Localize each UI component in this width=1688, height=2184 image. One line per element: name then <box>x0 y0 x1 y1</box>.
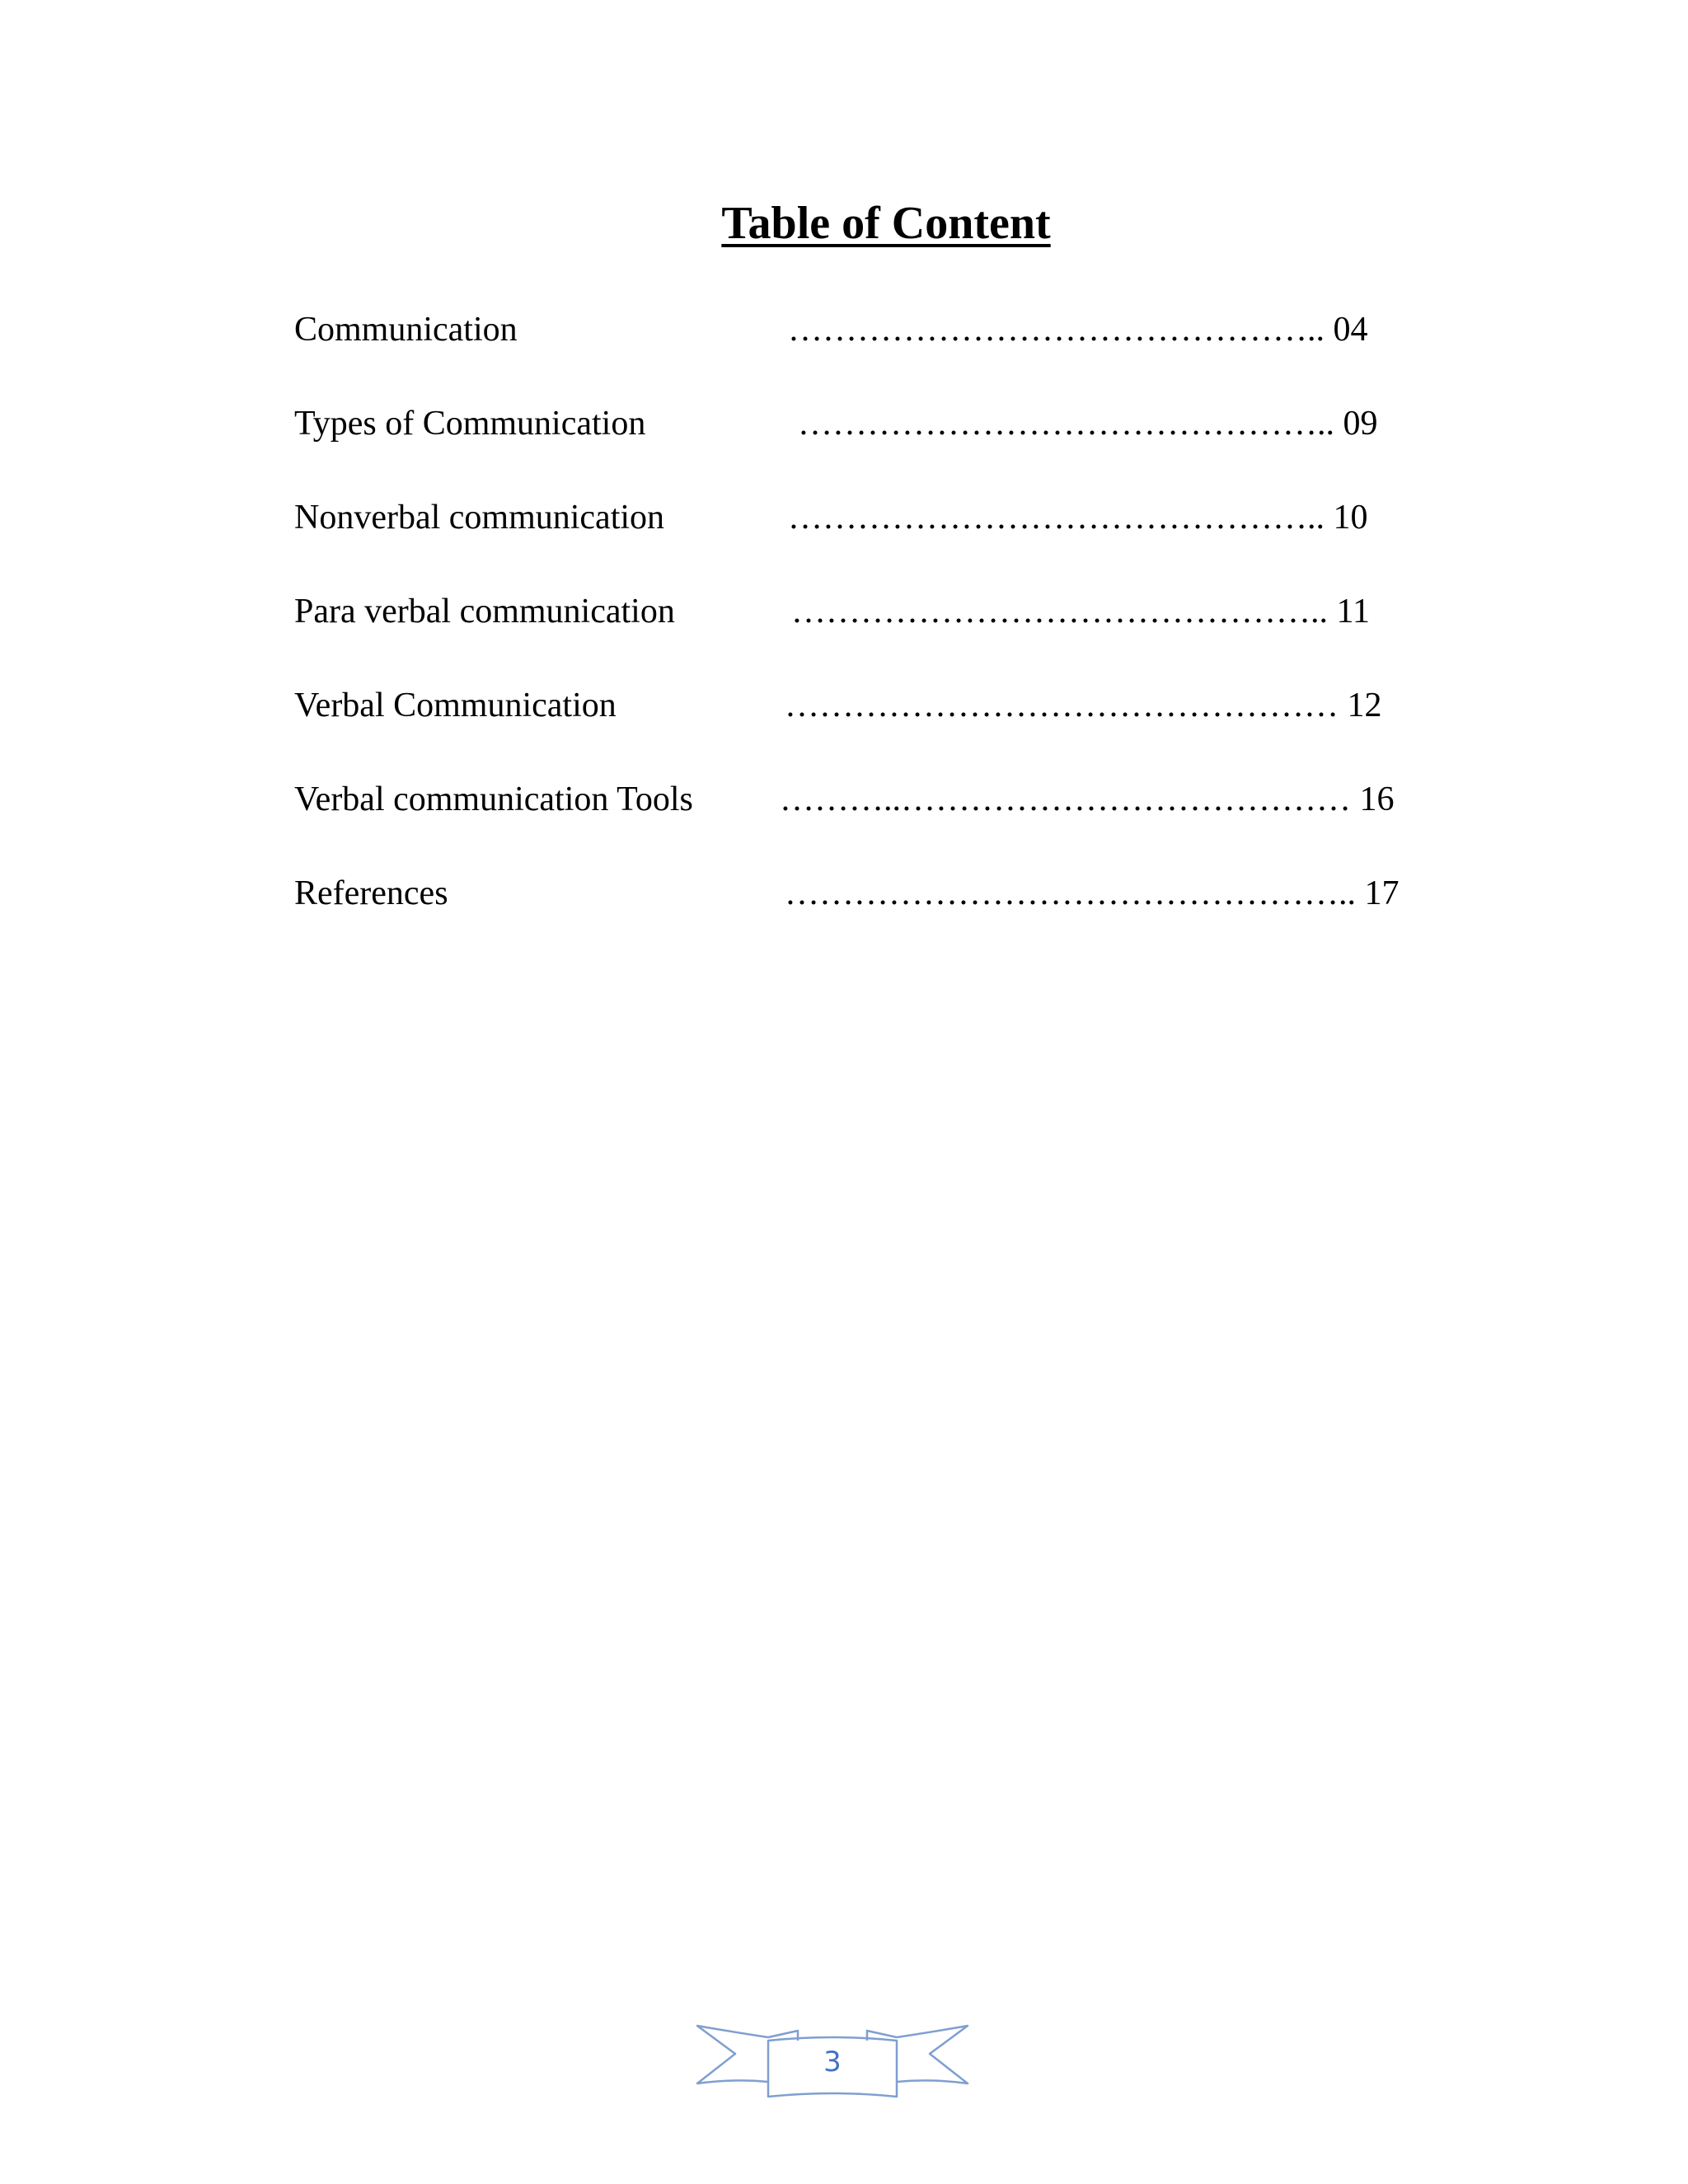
toc-entry[interactable] <box>0 681 1688 730</box>
toc-entry[interactable] <box>0 775 1688 824</box>
toc-entry-leader-page: ………………………………………… 12 <box>785 687 1382 724</box>
toc-entry-label: Verbal Communication <box>294 687 617 724</box>
toc-entry-leader-page: ……………………………………….. 10 <box>788 499 1368 537</box>
toc-entry-label: Nonverbal communication <box>294 499 665 537</box>
toc-entry[interactable] <box>0 399 1688 448</box>
toc-entry[interactable] <box>0 493 1688 542</box>
toc-entry-leader-page: ……………………………………….. 09 <box>798 405 1378 443</box>
toc-entry[interactable] <box>0 587 1688 636</box>
toc-entry-label: References <box>294 874 448 912</box>
page-footer <box>692 2013 973 2111</box>
toc-entry[interactable] <box>0 305 1688 354</box>
page-number: 3 <box>823 2046 842 2079</box>
toc-entry-leader-page: ……………………………………….. 11 <box>791 593 1370 630</box>
toc-entry-leader-page: ……………………………………….. 04 <box>788 311 1368 349</box>
toc-entry[interactable] <box>0 869 1688 918</box>
toc-entry-label: Communication <box>294 311 518 349</box>
toc-entry-label: Para verbal communication <box>294 593 675 630</box>
toc-entry-label: Verbal communication Tools <box>294 780 693 818</box>
page-title: Table of Content <box>721 198 1051 249</box>
toc-entry-leader-page: ………………………………………….. 17 <box>785 874 1400 912</box>
toc-entry-leader-page: ………..………………………………… 16 <box>780 780 1395 818</box>
toc-entry-label: Types of Communication <box>294 405 646 443</box>
